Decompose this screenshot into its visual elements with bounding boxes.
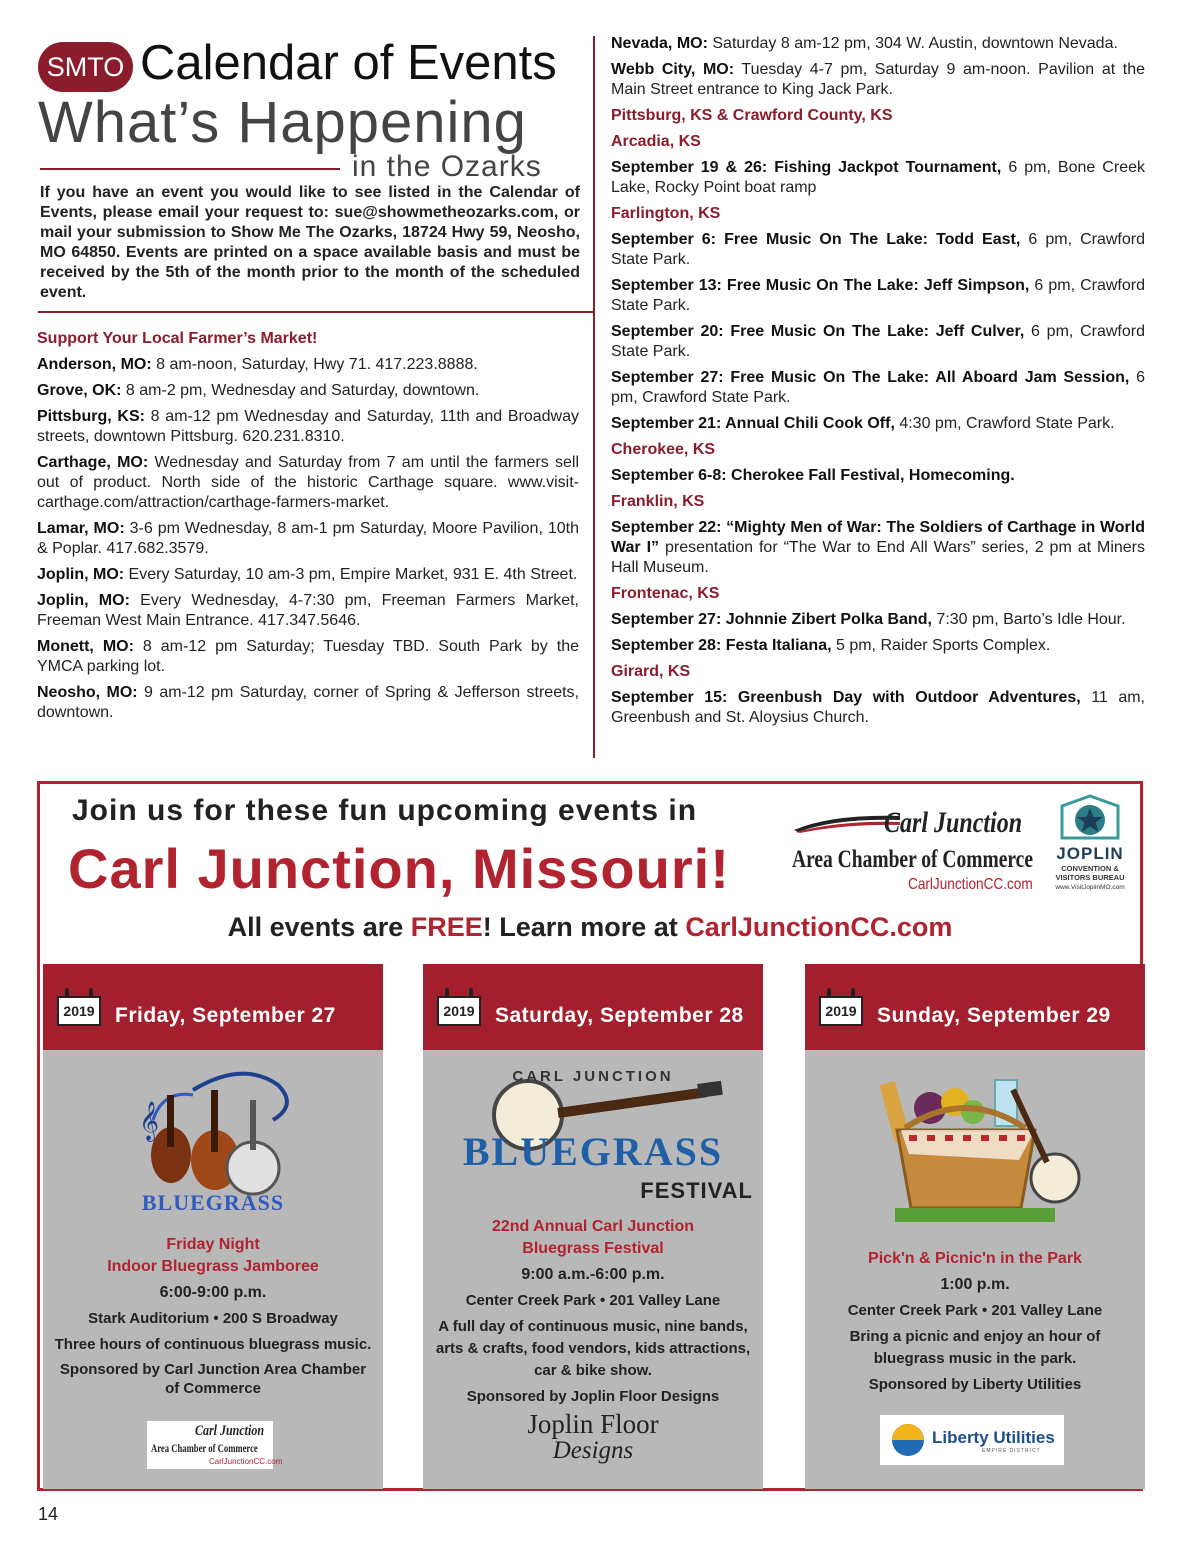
farmers-market-list-continued bbox=[611, 34, 1145, 100]
joplin-logo-url: www.VisitJoplinMO.com bbox=[1055, 884, 1125, 891]
sponsor-logo-cj bbox=[147, 1421, 283, 1469]
event-location: Center Creek Park • 201 Valley Lane bbox=[847, 1302, 1103, 1319]
kansas-event-list bbox=[611, 132, 1145, 728]
event-details bbox=[53, 1234, 373, 1398]
event-title: September 27: Free Music On The Lake: All Aboard Jam Session, bbox=[611, 369, 1130, 386]
event-day-saturday bbox=[423, 964, 763, 1489]
market-entry bbox=[37, 565, 579, 585]
event-time: 9:00 a.m.-6:00 p.m. bbox=[521, 1266, 665, 1283]
section-subtitle: What’s Happening bbox=[38, 90, 527, 155]
joplin-logo-sub1: CONVENTION & bbox=[1061, 864, 1119, 873]
kansas-heading: Pittsburg, KS & Crawford County, KS bbox=[611, 107, 893, 124]
event-sponsor: Sponsored by Liberty Utilities bbox=[868, 1376, 1082, 1393]
event-entry bbox=[611, 466, 1145, 486]
day-header bbox=[805, 964, 1145, 1050]
event-title: September 13: Free Music On The Lake: Jeff Simpson, bbox=[611, 277, 1030, 294]
day-date: Sunday, September 29 bbox=[877, 1004, 1111, 1027]
carl-junction-chamber-logo bbox=[792, 796, 1033, 896]
market-entry bbox=[611, 34, 1145, 54]
event-title: September 19 & 26: Fishing Jackpot Tournament, bbox=[611, 159, 1002, 176]
event-entry bbox=[611, 158, 1145, 198]
picnic-basket-icon bbox=[805, 1068, 1145, 1248]
town-heading: Franklin, KS bbox=[611, 493, 705, 510]
sponsor-logo-joplin-floor bbox=[493, 1410, 693, 1464]
event-day-sunday bbox=[805, 964, 1145, 1489]
event-entry bbox=[611, 276, 1145, 316]
market-details: 8 am-12 pm Saturday; Tuesday TBD. South Park by the YMCA parking lot. bbox=[37, 638, 579, 675]
cj-logo-sub: Area Chamber of Commerce bbox=[792, 846, 1033, 873]
page-number: 14 bbox=[38, 1504, 59, 1524]
event-entry bbox=[611, 414, 1145, 434]
sponsor-logo-jf-sub: Designs bbox=[552, 1437, 634, 1464]
town-heading: Cherokee, KS bbox=[611, 441, 716, 458]
event-title: September 6: Free Music On The Lake: Todd East, bbox=[611, 231, 1021, 248]
section-subtitle-tail: in the Ozarks bbox=[352, 150, 542, 183]
market-entry bbox=[37, 381, 579, 401]
market-details: 8 am-12 pm Wednesday and Saturday, 11th and Broadway streets, downtown Pittsburg. 620.231.8310. bbox=[37, 408, 579, 445]
event-details: 6 pm, Crawford State Park. bbox=[611, 323, 1146, 360]
market-details: Every Saturday, 10 am-3 pm, Empire Market, 931 E. 4th Street. bbox=[124, 566, 578, 583]
event-entry bbox=[611, 610, 1145, 630]
event-entry bbox=[611, 636, 1145, 656]
event-title: September 22: “Mighty Men of War: The Soldiers of Carthage in World War I” bbox=[611, 519, 1145, 556]
sponsor-logo-cj-url: CarlJunctionCC.com bbox=[209, 1457, 283, 1466]
market-place: Carthage, MO: bbox=[37, 454, 149, 471]
farmers-market-list bbox=[37, 355, 579, 723]
event-time: 6:00-9:00 p.m. bbox=[159, 1284, 267, 1301]
sponsor-logo-jf-name: Joplin Floor bbox=[527, 1409, 659, 1439]
market-entry bbox=[37, 355, 579, 375]
ad-headline: Join us for these fun upcoming events in bbox=[72, 794, 698, 827]
bluegrass-art-word: BLUEGRASS bbox=[141, 1190, 285, 1215]
event-details: 5 pm, Raider Sports Complex. bbox=[831, 637, 1051, 654]
event-details: 11 am, Greenbush and St. Aloysius Church. bbox=[611, 689, 1145, 726]
event-title-2: Bluegrass Festival bbox=[522, 1240, 664, 1257]
event-title: September 15: Greenbush Day with Outdoor Adventures, bbox=[611, 689, 1081, 706]
market-details: Saturday 8 am-12 pm, 304 W. Austin, downtown Nevada. bbox=[707, 35, 1118, 52]
event-title: Friday Night bbox=[166, 1236, 260, 1253]
event-location: Center Creek Park • 201 Valley Lane bbox=[465, 1292, 721, 1309]
market-place: Neosho, MO: bbox=[37, 684, 138, 701]
event-sponsor: Sponsored by Carl Junction Area Chamber of Commerce bbox=[59, 1361, 367, 1397]
column-divider bbox=[593, 36, 595, 758]
sponsor-logo-liberty bbox=[880, 1415, 1064, 1465]
town-heading: Farlington, KS bbox=[611, 205, 721, 222]
smto-badge: SMTO bbox=[38, 42, 133, 92]
joplin-logo-sub2: VISITORS BUREAU bbox=[1055, 873, 1125, 882]
event-location: Stark Auditorium • 200 S Broadway bbox=[88, 1310, 338, 1327]
left-column bbox=[37, 329, 579, 729]
ad-url-link[interactable]: CarlJunctionCC.com bbox=[685, 912, 953, 942]
event-details: 7:30 pm, Barto’s Idle Hour. bbox=[931, 611, 1126, 628]
event-title: September 28: Festa Italiana, bbox=[611, 637, 832, 654]
market-place: Nevada, MO: bbox=[611, 35, 708, 52]
joplin-star-icon bbox=[1044, 792, 1136, 852]
market-entry bbox=[37, 407, 579, 447]
market-place: Joplin, MO: bbox=[37, 566, 125, 583]
event-entry bbox=[611, 230, 1145, 270]
market-entry bbox=[611, 60, 1145, 100]
day-header bbox=[43, 964, 383, 1050]
day-header bbox=[423, 964, 763, 1050]
event-details: 6 pm, Bone Creek Lake, Rocky Point boat ramp bbox=[611, 159, 1145, 196]
sponsor-logo-cj-name: Carl Junction bbox=[195, 1423, 265, 1439]
market-place: Anderson, MO: bbox=[37, 356, 152, 373]
calendar-icon: 2019 bbox=[437, 996, 481, 1026]
festival-art-top: CARL JUNCTION bbox=[512, 1068, 674, 1085]
day-date: Saturday, September 28 bbox=[495, 1004, 744, 1027]
day-body bbox=[423, 1050, 763, 1489]
event-title: September 20: Free Music On The Lake: Jeff Culver, bbox=[611, 323, 1025, 340]
event-title: September 27: Johnnie Zibert Polka Band, bbox=[611, 611, 932, 628]
event-entry bbox=[611, 368, 1145, 408]
market-entry bbox=[37, 683, 579, 723]
market-entry bbox=[37, 519, 579, 559]
cj-logo-name: Carl Junction bbox=[884, 806, 1023, 839]
event-details bbox=[433, 1216, 753, 1408]
market-place: Pittsburg, KS: bbox=[37, 408, 145, 425]
bluegrass-instruments-icon bbox=[43, 1060, 383, 1210]
market-place: Joplin, MO: bbox=[37, 592, 130, 609]
market-details: 9 am-12 pm Saturday, corner of Spring & Jefferson streets, downtown. bbox=[37, 684, 579, 721]
event-details: 6 pm, Crawford State Park. bbox=[611, 231, 1146, 268]
event-description: Three hours of continuous bluegrass music. bbox=[54, 1336, 372, 1353]
market-place: Webb City, MO: bbox=[611, 61, 735, 78]
day-body bbox=[43, 1050, 383, 1489]
town-heading: Frontenac, KS bbox=[611, 585, 720, 602]
title-rule bbox=[40, 168, 340, 170]
event-title: Pick'n & Picnic'n in the Park bbox=[868, 1250, 1082, 1267]
sponsor-logo-liberty-name: Liberty Utilities bbox=[932, 1428, 1055, 1447]
festival-art-sub: FESTIVAL bbox=[640, 1178, 753, 1203]
day-body bbox=[805, 1050, 1145, 1489]
market-details: Tuesday 4-7 pm, Saturday 9 am-noon. Pavilion at the Main Street entrance to King Jack Park. bbox=[611, 61, 1146, 98]
ad-tagline-free: FREE bbox=[410, 912, 483, 942]
cj-logo-url: CarlJunctionCC.com bbox=[908, 876, 1033, 893]
divider bbox=[38, 311, 594, 313]
event-day-friday bbox=[43, 964, 383, 1489]
market-details: 3-6 pm Wednesday, 8 am-1 pm Saturday, Moore Pavilion, 10th & Poplar. 417.682.3579. bbox=[37, 520, 579, 557]
market-details: 8 am-2 pm, Wednesday and Saturday, downtown. bbox=[121, 382, 480, 399]
event-details: 6 pm, Crawford State Park. bbox=[611, 369, 1146, 406]
ad-tagline-a: All events are bbox=[227, 912, 411, 942]
market-place: Monett, MO: bbox=[37, 638, 134, 655]
calendar-icon: 2019 bbox=[57, 996, 101, 1026]
masthead bbox=[38, 34, 583, 184]
event-details: presentation for “The War to End All Wars” series, 2 pm at Miners Hall Museum. bbox=[611, 539, 1146, 576]
event-title: September 21: Annual Chili Cook Off, bbox=[611, 415, 895, 432]
market-entry bbox=[37, 591, 579, 631]
event-description: Bring a picnic and enjoy an hour of bluegrass music in the park. bbox=[849, 1328, 1101, 1367]
joplin-logo-name: JOPLIN bbox=[1056, 844, 1124, 863]
event-title-2: Indoor Bluegrass Jamboree bbox=[107, 1258, 319, 1275]
liberty-sun-icon bbox=[888, 1420, 928, 1460]
day-date: Friday, September 27 bbox=[115, 1004, 336, 1027]
market-place: Grove, OK: bbox=[37, 382, 122, 399]
festival-art-word: BLUEGRASS bbox=[462, 1129, 724, 1174]
carl-junction-ad bbox=[37, 781, 1143, 1491]
event-entry bbox=[611, 518, 1145, 578]
event-details: 4:30 pm, Crawford State Park. bbox=[894, 415, 1115, 432]
market-place: Lamar, MO: bbox=[37, 520, 125, 537]
page-title: Calendar of Events bbox=[140, 36, 557, 90]
event-time: 1:00 p.m. bbox=[940, 1276, 1010, 1293]
calendar-icon: 2019 bbox=[819, 996, 863, 1026]
sponsor-logo-cj-sub: Area Chamber of Commerce bbox=[151, 1441, 258, 1455]
joplin-cvb-logo bbox=[1044, 792, 1136, 896]
farmers-market-heading: Support Your Local Farmer’s Market! bbox=[37, 330, 318, 347]
market-entry bbox=[37, 637, 579, 677]
ad-tagline bbox=[40, 912, 1140, 943]
event-sponsor: Sponsored by Joplin Floor Designs bbox=[466, 1388, 720, 1405]
market-entry bbox=[37, 453, 579, 513]
submission-instructions: If you have an event you would like to see listed in the Calendar of Events, please email your request to: sue@showmetheozarks.com, or mail your submission to Show Me The Ozarks, 18724 Hwy 59, Neosho, MO 64850. Events are printed on a space available basis and must be received by the 5th of the month prior to the month of the scheduled event. bbox=[40, 184, 580, 301]
town-heading: Girard, KS bbox=[611, 663, 691, 680]
market-details: Every Wednesday, 4-7:30 pm, Freeman Farmers Market, Freeman West Main Entrance. 417.347.5646. bbox=[37, 592, 580, 629]
svg-text:𝄞: 𝄞 bbox=[139, 1101, 160, 1141]
ad-town: Carl Junction, Missouri! bbox=[68, 837, 730, 900]
market-details: 8 am-noon, Saturday, Hwy 71. 417.223.8888. bbox=[151, 356, 478, 373]
event-title: September 6-8: Cherokee Fall Festival, Homecoming. bbox=[611, 467, 1015, 484]
event-details bbox=[815, 1248, 1135, 1396]
right-column bbox=[611, 34, 1145, 734]
event-title: 22nd Annual Carl Junction bbox=[491, 1218, 695, 1235]
event-details: 6 pm, Crawford State Park. bbox=[611, 277, 1145, 314]
ad-tagline-c: ! Learn more at bbox=[482, 912, 686, 942]
event-entry bbox=[611, 322, 1145, 362]
sponsor-logo-liberty-sub: EMPIRE DISTRICT bbox=[982, 1448, 1041, 1454]
market-details: Wednesday and Saturday from 7 am until the farmers sell out of product. North side of the historic Carthage square. www.visit-carthage.com/attraction/carthage-farmers-market. bbox=[37, 454, 580, 511]
event-entry bbox=[611, 688, 1145, 728]
event-description: A full day of continuous music, nine bands, arts & crafts, food vendors, kids attractions, car & bike show. bbox=[435, 1318, 751, 1379]
town-heading: Arcadia, KS bbox=[611, 133, 701, 150]
